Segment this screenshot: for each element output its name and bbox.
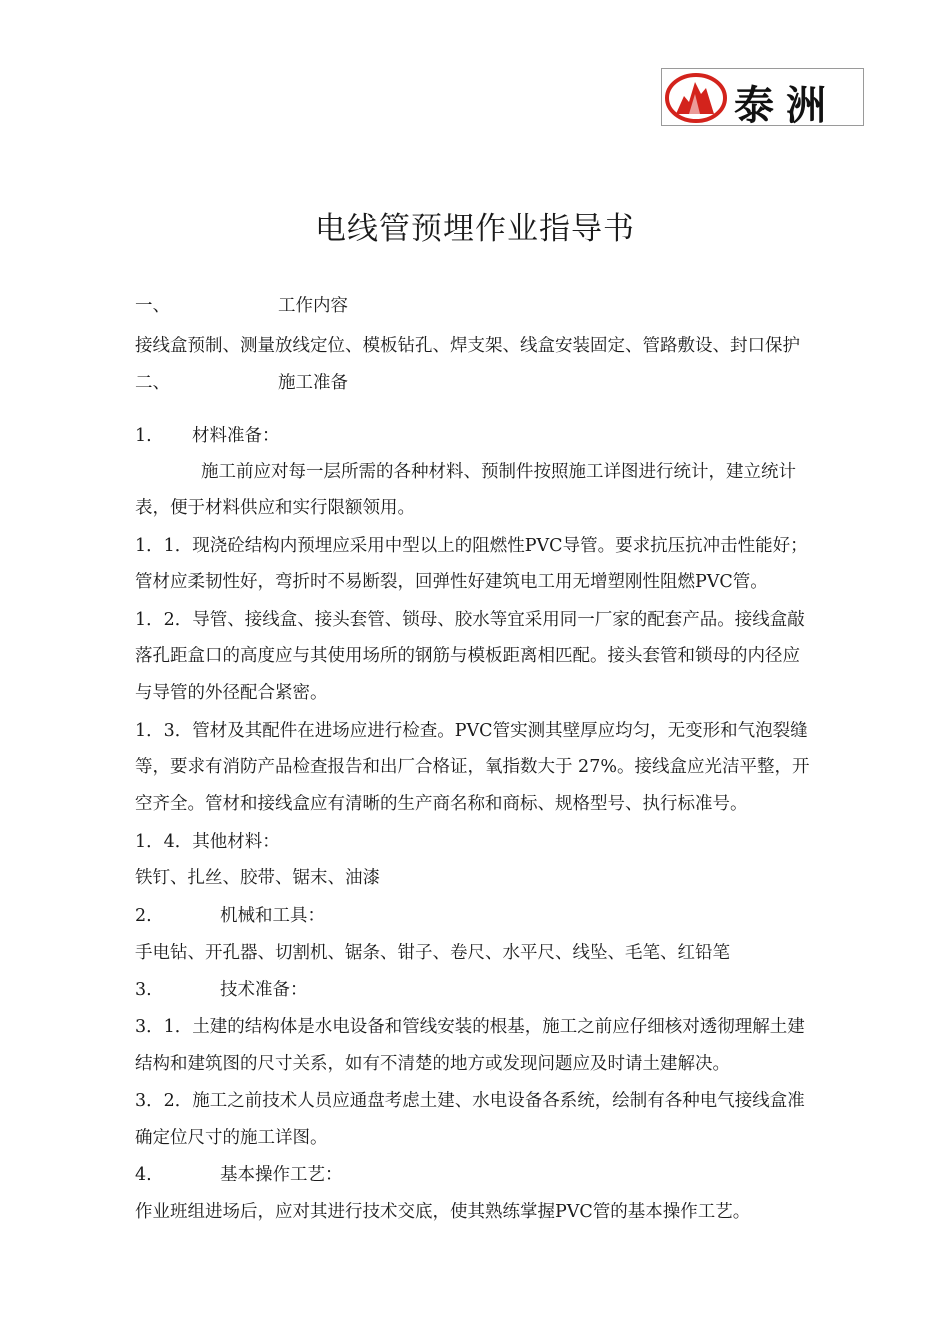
paragraph-line: 1．3．管材及其配件在进场应进行检查。PVC管实测其壁厚应均匀，无变形和气泡裂缝 xyxy=(135,721,808,741)
subsection-title: 技术准备： xyxy=(220,980,308,1000)
paragraph-line: 作业班组进场后，应对其进行技术交底，使其熟练掌握PVC管的基本操作工艺。 xyxy=(135,1202,751,1222)
company-logo xyxy=(661,68,864,129)
paragraph-line: 1．4．其他材料： xyxy=(135,832,280,852)
paragraph-line: 1．2．导管、接线盒、接头套管、锁母、胶水等宜采用同一厂家的配套产品。接线盒敲 xyxy=(135,610,805,630)
section-heading xyxy=(135,294,348,318)
subsection-number: 4. xyxy=(135,1165,152,1185)
paragraph-line: 确定位尺寸的施工详图。 xyxy=(135,1128,328,1148)
subsection-heading xyxy=(135,424,280,448)
paragraph-line: 管材应柔韧性好，弯折时不易断裂，回弹性好建筑电工用无增塑刚性阻燃PVC管。 xyxy=(135,572,768,592)
section-title: 工作内容 xyxy=(278,296,348,316)
subsection-number: 3. xyxy=(135,980,152,1000)
section-title: 施工准备 xyxy=(278,373,348,393)
paragraph-line: 等，要求有消防产品检查报告和出厂合格证，氧指数大于 27%。接线盒应光洁平整，开 xyxy=(135,757,810,777)
subsection-number: 2. xyxy=(135,906,152,926)
section-number: 一、 xyxy=(135,296,170,316)
paragraph-line: 铁钉、扎丝、胶带、锯末、油漆 xyxy=(135,868,380,888)
subsection-heading xyxy=(135,978,308,1002)
subsection-heading xyxy=(135,1163,343,1187)
subsection-number: 1. xyxy=(135,426,152,446)
document-title: 电线管预埋作业指导书 xyxy=(315,211,635,247)
paragraph-line: 落孔距盒口的高度应与其使用场所的钢筋与模板距离相匹配。接头套管和锁母的内径应 xyxy=(135,646,800,666)
paragraph-line: 手电钻、开孔器、切割机、锯条、钳子、卷尺、水平尺、线坠、毛笔、红铅笔 xyxy=(135,943,730,963)
logo-text: 泰洲 xyxy=(734,83,838,129)
section-number: 二、 xyxy=(135,373,170,393)
subsection-heading xyxy=(135,904,325,928)
paragraph-line: 施工前应对每一层所需的各种材料、预制件按照施工详图进行统计，建立统计 xyxy=(201,462,796,482)
paragraph-line: 1．1．现浇砼结构内预埋应采用中型以上的阻燃性PVC导管。要求抗压抗冲击性能好； xyxy=(135,536,808,556)
subsection-title: 材料准备： xyxy=(192,426,280,446)
paragraph-line: 3．1．土建的结构体是水电设备和管线安装的根基，施工之前应仔细核对透彻理解土建 xyxy=(135,1017,805,1037)
paragraph-line: 3．2．施工之前技术人员应通盘考虑土建、水电设备各系统，绘制有各种电气接线盒准 xyxy=(135,1091,805,1111)
paragraph-line: 结构和建筑图的尺寸关系，如有不清楚的地方或发现问题应及时请土建解决。 xyxy=(135,1054,730,1074)
paragraph-line: 与导管的外径配合紧密。 xyxy=(135,683,328,703)
subsection-title: 机械和工具： xyxy=(220,906,325,926)
subsection-title: 基本操作工艺： xyxy=(220,1165,343,1185)
paragraph-line: 表，便于材料供应和实行限额领用。 xyxy=(135,498,415,518)
paragraph-line: 空齐全。管材和接线盒应有清晰的生产商名称和商标、规格型号、执行标准号。 xyxy=(135,794,748,814)
section-heading xyxy=(135,371,348,395)
mountain-emblem-icon xyxy=(664,72,728,124)
paragraph-line: 接线盒预制、测量放线定位、模板钻孔、焊支架、线盒安装固定、管路敷设、封口保护 xyxy=(135,336,800,356)
